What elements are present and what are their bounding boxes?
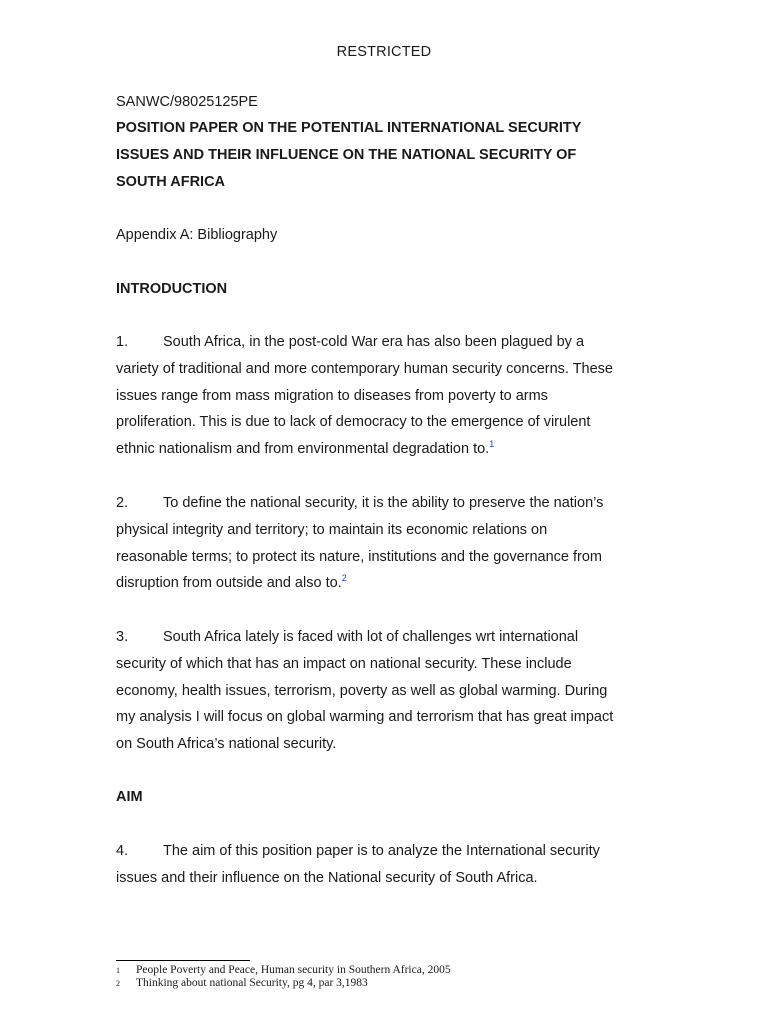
paragraph-text: South Africa lately is faced with lot of challenges wrt international	[163, 629, 579, 645]
paragraph-text: ethnic nationalism and from environmental degradation to.	[116, 441, 490, 458]
footnote	[116, 977, 676, 990]
footnote-reference-link[interactable]: 1	[489, 439, 495, 450]
paragraph-line	[116, 838, 656, 865]
paragraph-line: physical integrity and territory; to maintain its economic relations on	[116, 521, 548, 538]
title-line: ISSUES AND THEIR INFLUENCE ON THE NATIONAL SECURITY OF	[116, 146, 577, 163]
paragraph-text: To define the national security, it is the ability to preserve the nation’s	[163, 495, 604, 511]
aim-heading: AIM	[116, 789, 143, 805]
title-line: POSITION PAPER ON THE POTENTIAL INTERNATIONAL SECURITY	[116, 120, 582, 136]
paragraph-line: my analysis I will focus on global warming and terrorism that has great impact	[116, 709, 614, 726]
paragraph-1	[116, 329, 656, 463]
paragraph-line	[116, 436, 656, 463]
paragraph-number: 4.	[116, 843, 129, 859]
paragraph-number: 3.	[116, 629, 129, 645]
classification-marking: RESTRICTED	[336, 44, 432, 60]
introduction-heading: INTRODUCTION	[116, 281, 228, 297]
paragraph-line: variety of traditional and more contemporary human security concerns. These	[116, 360, 614, 377]
paragraph-line	[116, 329, 656, 356]
paragraph-line	[116, 490, 656, 517]
paragraph-line: proliferation. This is due to lack of democracy to the emergence of virulent	[116, 414, 591, 431]
footnote-text: Thinking about national Security, pg 4, par 3,1983	[136, 977, 368, 989]
paragraph-4	[116, 838, 656, 892]
paragraph-line: economy, health issues, terrorism, poverty as well as global warming. During	[116, 682, 608, 699]
paragraph-line: issues range from mass migration to diseases from poverty to arms	[116, 387, 548, 404]
footnote-text: People Poverty and Peace, Human security in Southern Africa, 2005	[136, 964, 451, 976]
paragraph-line: reasonable terms; to protect its nature, institutions and the governance from	[116, 548, 603, 565]
footnote	[116, 964, 676, 977]
paragraph-line: security of which that has an impact on national security. These include	[116, 655, 572, 672]
paragraph-2	[116, 490, 656, 597]
paragraph-text: disruption from outside and also to.	[116, 575, 342, 592]
paragraph-line: issues and their influence on the National security of South Africa.	[116, 869, 538, 886]
appendix-reference: Appendix A: Bibliography	[116, 227, 278, 243]
paragraph-text: The aim of this position paper is to analyze the International security	[163, 843, 600, 859]
paragraph-number: 1.	[116, 334, 129, 350]
paragraph-text: South Africa, in the post-cold War era has also been plagued by a	[163, 334, 585, 350]
paragraph-line	[116, 570, 656, 597]
document-title	[116, 115, 656, 195]
footnote-number: 1	[116, 966, 120, 975]
footnote-reference-link[interactable]: 2	[341, 573, 347, 584]
paragraph-line: on South Africa’s national security.	[116, 736, 337, 753]
title-line: SOUTH AFRICA	[116, 173, 226, 190]
paragraph-number: 2.	[116, 495, 129, 511]
document-reference: SANWC/98025125PE	[116, 94, 258, 110]
paragraph-line	[116, 624, 656, 651]
footnotes	[116, 964, 676, 990]
footnote-number: 2	[116, 979, 120, 988]
paragraph-3	[116, 624, 656, 758]
footnote-separator	[116, 960, 250, 961]
